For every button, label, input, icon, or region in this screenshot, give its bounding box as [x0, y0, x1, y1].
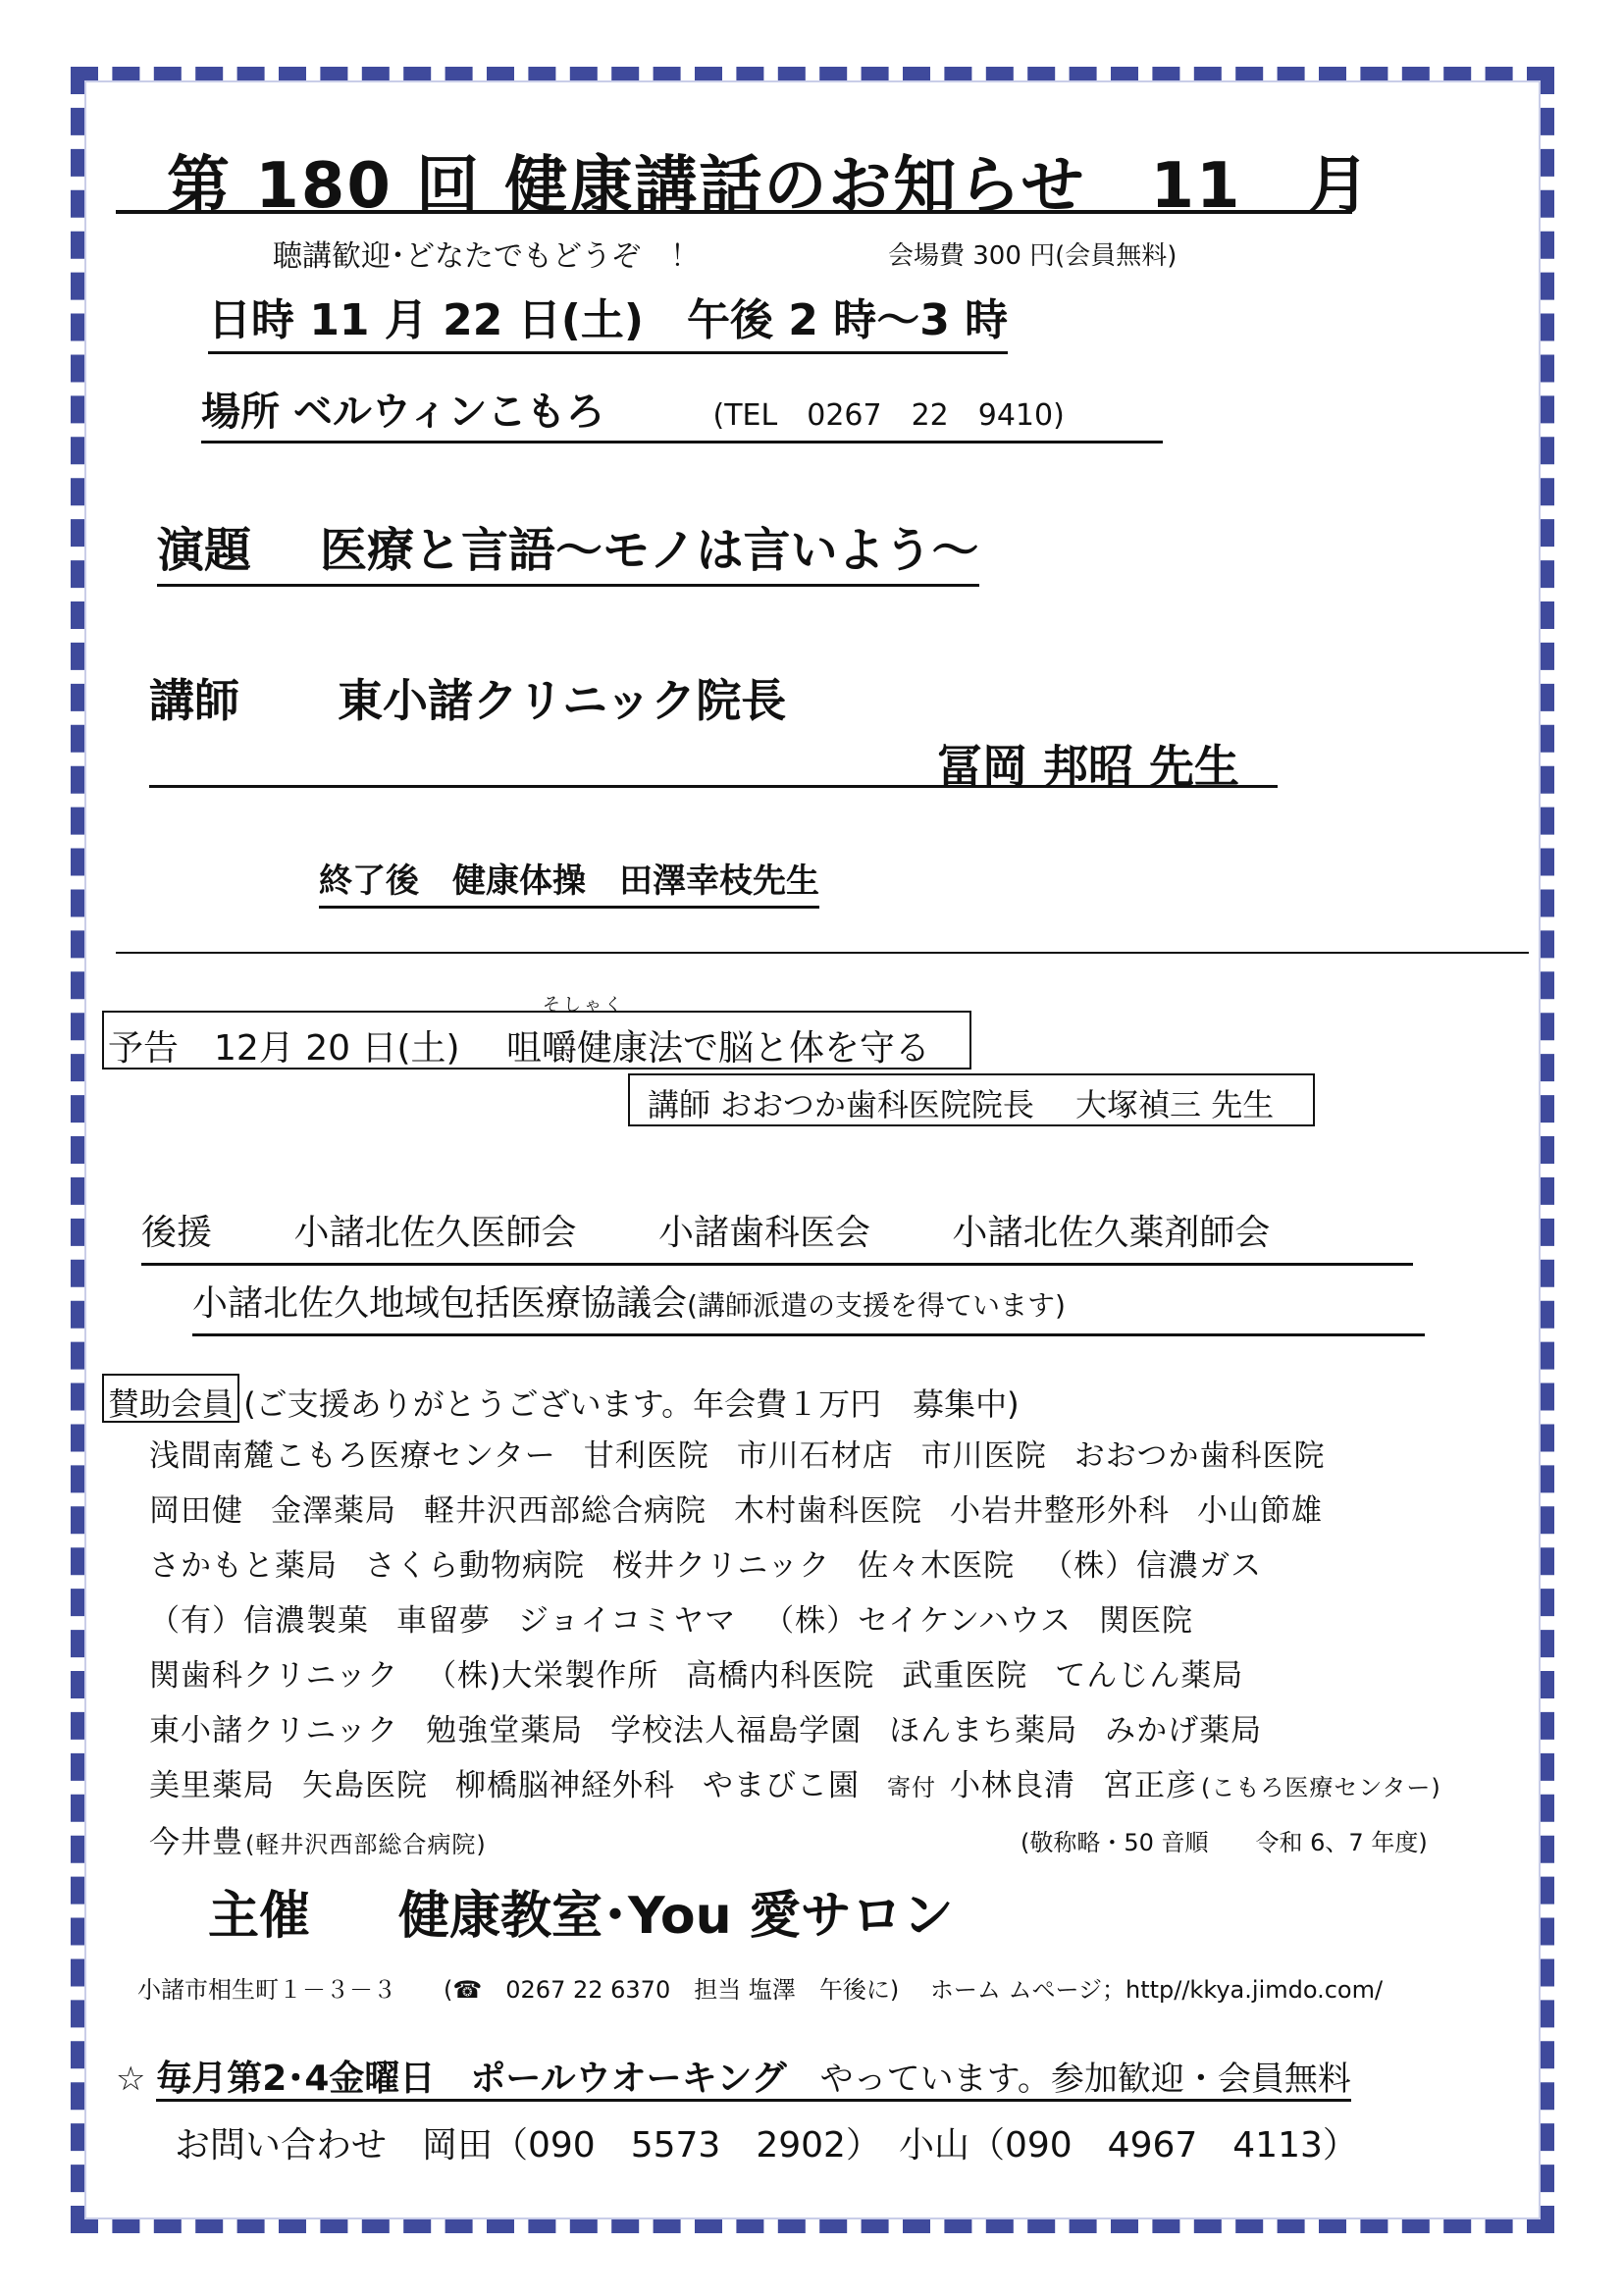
member: ジョイコミヤマ — [518, 1603, 737, 1639]
member: （有）信濃製菓 — [149, 1603, 369, 1639]
members-label: 賛助会員 — [108, 1385, 235, 1423]
topic-text: 医療と言語～モノは言いよう～ — [320, 523, 979, 578]
contact-info: お問い合わせ 岡田（090 5573 2902） 小山（090 4967 4113） — [175, 2125, 1358, 2166]
member: てんじん薬局 — [1055, 1658, 1244, 1694]
member: （株）信濃ガス — [1042, 1548, 1263, 1584]
organizer — [208, 1874, 954, 1948]
members-row — [149, 1595, 1221, 1640]
notice-title: 第 180 回 健康講話のお知らせ 11 月 — [167, 150, 1372, 223]
member: 桜井クリニック — [612, 1548, 831, 1584]
members-row — [149, 1760, 1441, 1804]
member: 宮正彦 — [1103, 1768, 1197, 1803]
members-heading — [108, 1380, 1020, 1425]
support-label: 後援 — [141, 1213, 213, 1253]
member: 勉強堂薬局 — [426, 1713, 584, 1748]
support-note: (講師派遣の支援を得ています) — [687, 1289, 1066, 1322]
member: 今井豊 — [149, 1825, 243, 1860]
member: 浅間南麓こもろ医療センター — [149, 1438, 556, 1474]
members-row — [149, 1431, 1352, 1475]
place-name: 場所 ベルウィンこもろ — [201, 390, 605, 435]
topic-label: 演題 — [157, 523, 252, 578]
member: （株)大栄製作所 — [426, 1658, 659, 1694]
support-org: 小諸北佐久医師会 — [293, 1213, 577, 1253]
notice-ruby: そしゃく — [543, 995, 625, 1016]
organizer-label: 主催 — [208, 1887, 311, 1946]
place-tel: (TEL 0267 22 9410) — [712, 398, 1065, 433]
member: 車留夢 — [396, 1603, 491, 1639]
event-place — [201, 381, 1163, 444]
member: おおつか歯科医院 — [1073, 1438, 1326, 1474]
support-org: 小諸北佐久地域包括医療協議会 — [192, 1283, 688, 1324]
member: 小林良清 — [950, 1768, 1075, 1803]
member: やまびこ園 — [703, 1768, 860, 1803]
next-notice-lecturer: 講師 おおつか歯科医院院長 大塚禎三 先生 — [648, 1086, 1275, 1123]
member: 関医院 — [1098, 1603, 1193, 1639]
support-org: 小諸歯科医会 — [657, 1213, 870, 1253]
star-icon: ☆ — [116, 2060, 146, 2099]
lecturer — [149, 665, 786, 730]
member: 学校法人福島学園 — [610, 1713, 863, 1748]
welcome-text: 聴講歓迎･どなたでもどうぞ ！ — [273, 239, 700, 274]
event-topic — [157, 512, 979, 587]
organizer-address: 小諸市相生町１－３－３ (☎ 0267 22 6370 担当 塩澤 午後に) ホーム ムページ；http//kkya.jimdo.com/ — [137, 1976, 1384, 2004]
member: 岡田健 — [149, 1493, 243, 1529]
member: 武重医院 — [902, 1658, 1028, 1694]
lecturer-underline — [149, 785, 1278, 788]
support-org: 小諸北佐久薬剤師会 — [952, 1213, 1271, 1253]
member: 市川医院 — [920, 1438, 1047, 1474]
member: 木村歯科医院 — [734, 1493, 922, 1529]
member: さかもと薬局 — [149, 1548, 338, 1584]
members-footnote: (敬称略・50 音順 令和 6、7 年度) — [1021, 1829, 1428, 1856]
members-row — [149, 1705, 1289, 1749]
member: 寄付 — [887, 1774, 936, 1801]
after-program: 終了後 健康体操 田澤幸枝先生 — [319, 854, 819, 909]
member: 市川石材店 — [736, 1438, 894, 1474]
fee-text: 会場費 300 円(会員無料) — [888, 241, 1178, 271]
member: 柳橋脳神経外科 — [455, 1768, 675, 1803]
lecturer-affiliation: 東小諸クリニック院長 — [338, 674, 787, 727]
walking-title: 毎月第2･4金曜日 ポールウオーキング — [156, 2059, 787, 2099]
support-line-2 — [192, 1276, 1425, 1336]
walking-desc: やっています。参加歓迎・会員無料 — [819, 2060, 1351, 2099]
member: みかげ薬局 — [1105, 1713, 1263, 1748]
members-intro: (ご支援ありがとうございます。年会費１万円 募集中) — [243, 1385, 1020, 1423]
title-underline — [116, 210, 1352, 214]
member: 金澤薬局 — [271, 1493, 396, 1529]
members-row — [149, 1486, 1350, 1530]
member: 小岩井整形外科 — [950, 1493, 1170, 1529]
member: さくら動物病院 — [365, 1548, 585, 1584]
member: 美里薬局 — [149, 1768, 275, 1803]
members-row — [149, 1650, 1271, 1695]
section-divider — [116, 952, 1529, 954]
member: 東小諸クリニック — [149, 1713, 399, 1748]
organizer-name: 健康教室･You 愛サロン — [398, 1887, 954, 1946]
lecturer-label: 講師 — [149, 674, 239, 727]
member: 佐々木医院 — [858, 1548, 1016, 1584]
members-row — [149, 1540, 1289, 1585]
member: 小山節雄 — [1197, 1493, 1323, 1529]
support-line-1 — [141, 1205, 1413, 1266]
member: 軽井沢西部総合病院 — [424, 1493, 707, 1529]
lecturer-name: 冨岡 邦昭 先生 — [937, 740, 1240, 793]
member-note: (軽井沢西部総合病院) — [245, 1831, 487, 1858]
member: （株）セイケンハウス — [763, 1603, 1072, 1639]
member: ほんまち薬局 — [889, 1713, 1078, 1748]
member: 高橋内科医院 — [686, 1658, 875, 1694]
member-note: (こもろ医療センター) — [1201, 1774, 1441, 1801]
next-notice: 予告 12月 20 日(土) 咀嚼健康法で脳と体を守る — [108, 1028, 931, 1069]
member: 矢島医院 — [302, 1768, 428, 1803]
member: 甘利医院 — [583, 1438, 709, 1474]
member: 関歯科クリニック — [149, 1658, 399, 1694]
members-row-last — [149, 1817, 487, 1861]
event-datetime: 日時 11 月 22 日(土) 午後 2 時～3 時 — [208, 285, 1008, 354]
walking-info — [116, 2051, 1351, 2101]
